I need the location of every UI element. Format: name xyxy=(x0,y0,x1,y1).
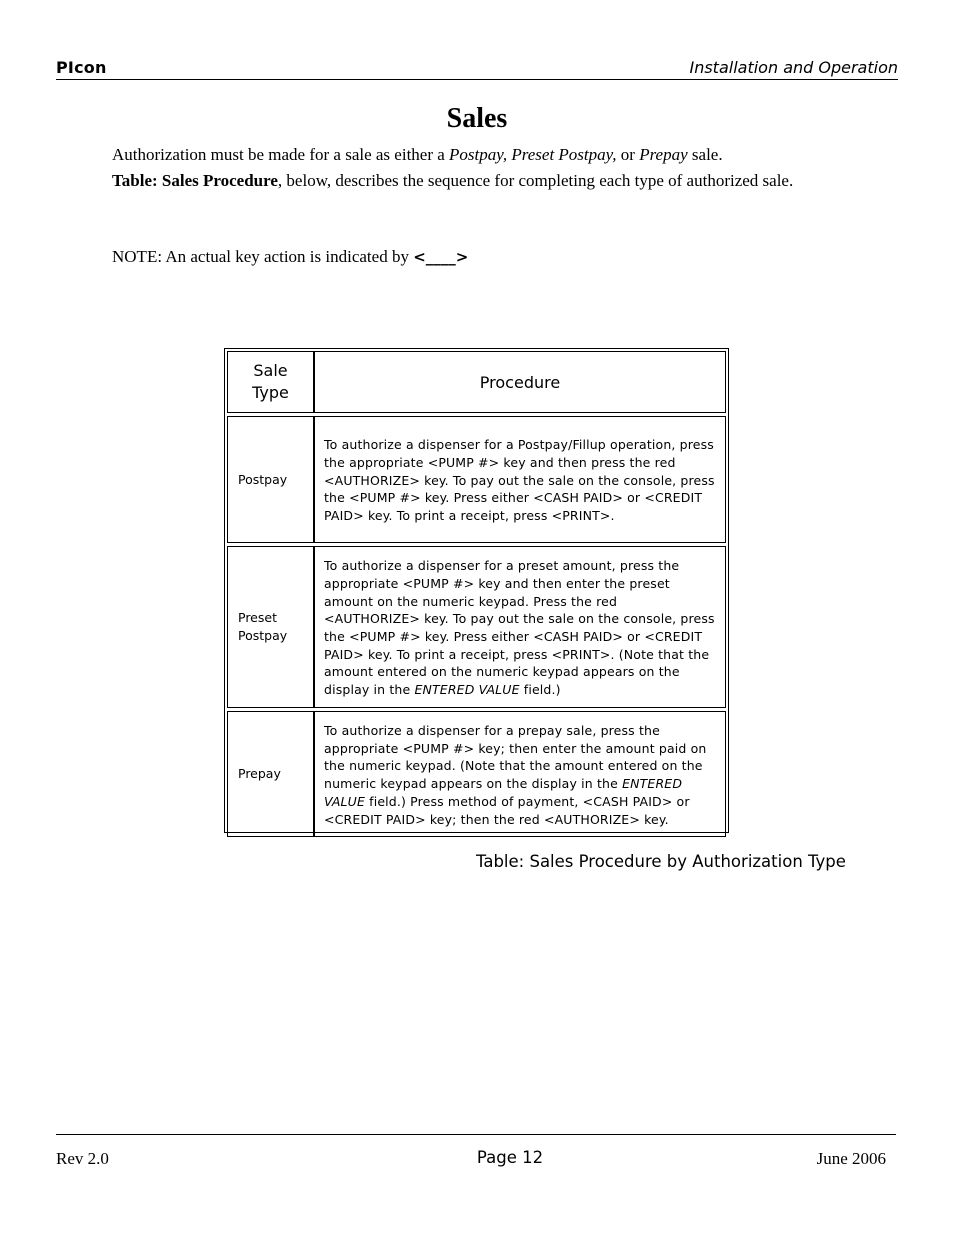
row-sale-type: Postpay xyxy=(227,416,314,543)
header-sale-type-line1: Sale xyxy=(253,361,288,380)
intro-text-2: , below, describes the sequence for completing each type of authorized sale. xyxy=(277,171,794,190)
sales-procedure-table xyxy=(224,348,729,833)
intro-table-reference: Table: Sales Procedure xyxy=(112,171,278,190)
note-text: NOTE: An actual key action is indicated by xyxy=(112,247,414,266)
intro-prepay-term: Prepay xyxy=(639,145,688,164)
note-key-symbol: <____> xyxy=(413,248,469,266)
table-row xyxy=(227,416,726,543)
procedure-field-name: ENTERED VALUE xyxy=(414,682,520,698)
procedure-field-name: ENTERED VALUE xyxy=(324,776,683,809)
row-procedure xyxy=(314,711,726,837)
intro-or: or xyxy=(616,145,640,164)
procedure-text-end: field.) Press method of payment, <CASH PAID> or <CREDIT PAID> key; then the red <AUTHORIZE> key. xyxy=(324,793,690,827)
intro-paragraph xyxy=(112,142,842,194)
header-section-name: Installation and Operation xyxy=(689,58,898,77)
table-header-row xyxy=(227,351,726,413)
footer-date: June 2006 xyxy=(816,1149,886,1168)
header-sale-type xyxy=(227,351,314,413)
page-header xyxy=(56,58,898,80)
procedure-text-end: field.) xyxy=(519,682,561,698)
table-caption: Table: Sales Procedure by Authorization Type xyxy=(476,852,846,871)
footer-page-number: Page 12 xyxy=(476,1148,544,1167)
row-sale-type-line2: Postpay xyxy=(238,628,288,643)
intro-text-1: Authorization must be made for a sale as either a xyxy=(112,145,450,164)
footer-revision: Rev 2.0 xyxy=(56,1149,109,1168)
procedure-text: To authorize a dispenser for a preset amount, press the appropriate <PUMP #> key and then enter the preset amount on the numeric keypad. Press the red <AUTHORIZE> key. To pay out the sale on the console, press the <PUMP #> key. Press either <CASH PAID> or <CREDIT PAID> key. To print a receipt, press <PRINT>. (Note that the amount entered on the numeric keypad appears on the display in the xyxy=(324,558,715,698)
row-sale-type-line1: Preset xyxy=(238,610,277,625)
row-procedure: To authorize a dispenser for a Postpay/Fillup operation, press the appropriate <PUMP #> key and then press the red <AUTHORIZE> key. To pay out the sale on the console, press the <PUMP #> key. Press either <CASH PAID> or <CREDIT PAID> key. To print a receipt, press <PRINT>. xyxy=(314,416,726,543)
table-row xyxy=(227,711,726,837)
header-sale-type-line2: Type xyxy=(252,383,289,402)
header-procedure: Procedure xyxy=(314,351,726,413)
intro-text-end: sale. xyxy=(687,145,723,164)
page-footer xyxy=(56,1134,896,1168)
procedure-text: To authorize a dispenser for a prepay sale, press the appropriate <PUMP #> key; then enter the amount paid on the numeric keypad. (Note that the amount entered on the numeric keypad appears on the display in the xyxy=(324,723,707,792)
row-sale-type: Prepay xyxy=(227,711,314,837)
row-procedure xyxy=(314,546,726,708)
row-sale-type xyxy=(227,546,314,708)
note-paragraph xyxy=(112,244,468,270)
page-title: Sales xyxy=(446,103,508,134)
header-product-name: PIcon xyxy=(56,58,107,77)
intro-postpay-term: Postpay, Preset Postpay, xyxy=(449,145,617,164)
table-row xyxy=(227,546,726,708)
